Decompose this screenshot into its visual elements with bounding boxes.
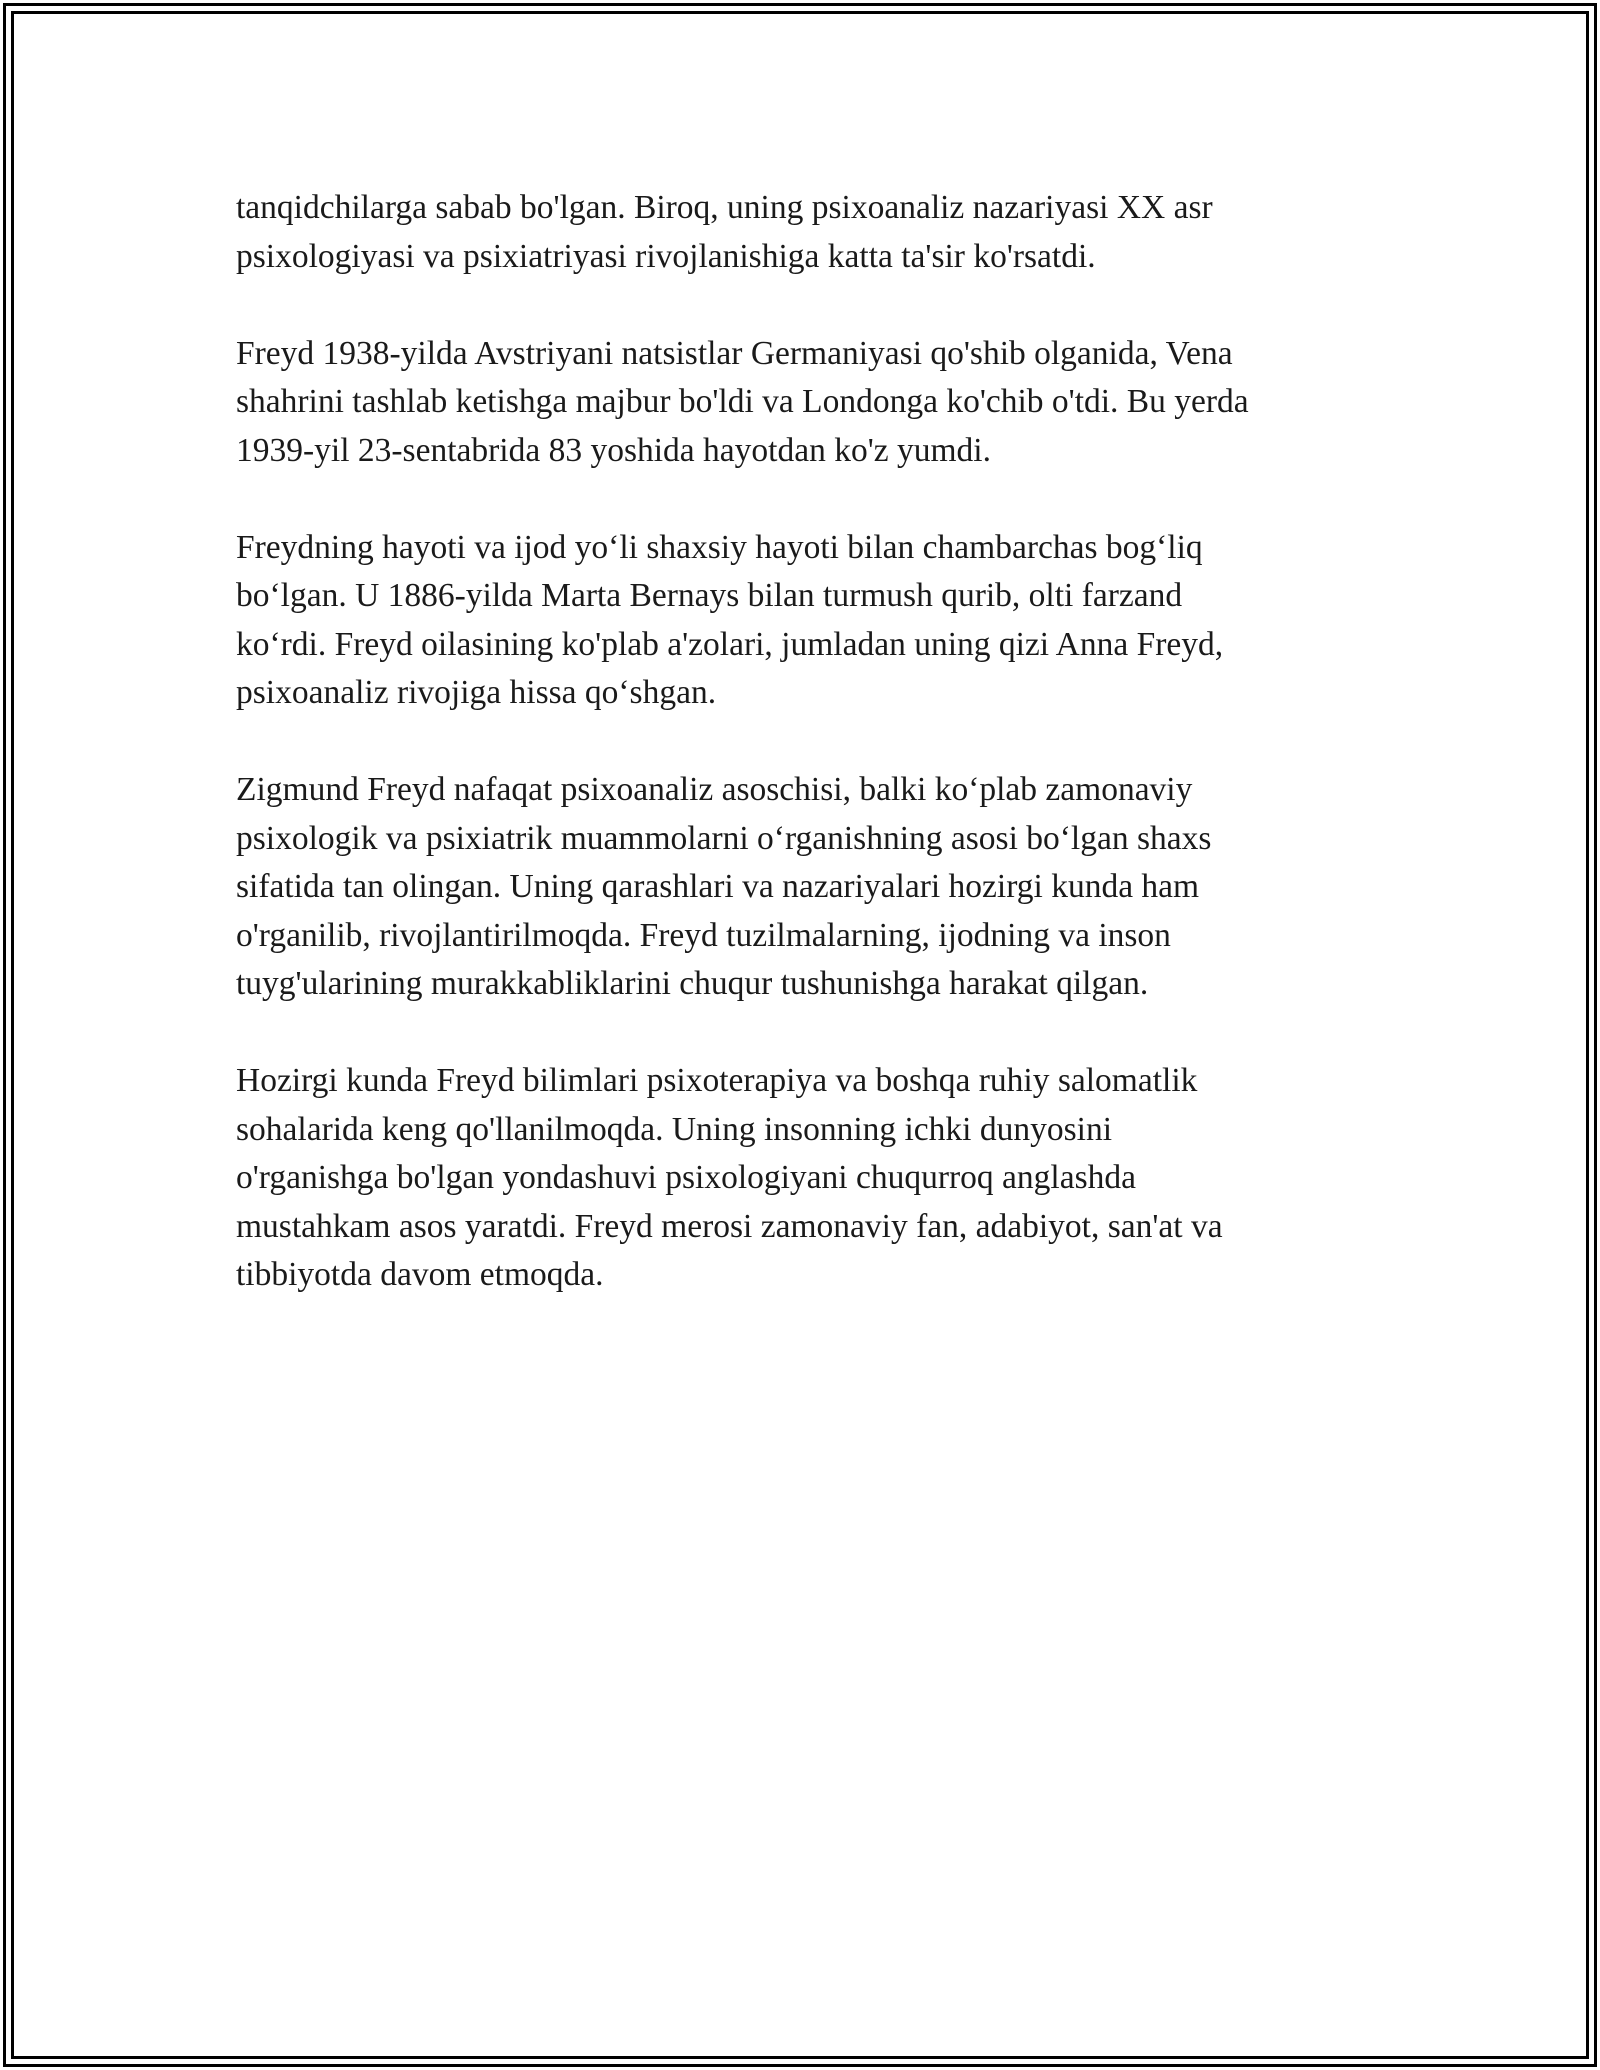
paragraph-5 bbox=[236, 1057, 1356, 1300]
text-line: psixologik va psixiatrik muammolarni o‘rganishning asosi bo‘lgan shaxs bbox=[236, 819, 1212, 857]
text-line: psixologiyasi va psixiatriyasi rivojlanishiga katta ta'sir ko'rsatdi. bbox=[236, 237, 1096, 275]
text-line: tanqidchilarga sabab bo'lgan. Biroq, uning psixoanaliz nazariyasi XX asr bbox=[236, 189, 1213, 226]
text-line: sifatida tan olingan. Uning qarashlari va nazariyalari hozirgi kunda ham bbox=[236, 868, 1200, 905]
text-line: Zigmund Freyd nafaqat psixoanaliz asoschisi, balki ko‘plab zamonaviy bbox=[236, 771, 1193, 808]
document-body bbox=[236, 184, 1356, 1300]
text-line: sohalarida keng qo'llanilmoqda. Uning insonning ichki dunyosini bbox=[236, 1110, 1113, 1148]
text-line: o'rganishga bo'lgan yondashuvi psixologiyani chuqurroq anglashda bbox=[236, 1159, 1136, 1196]
text-line: tuyg'ularining murakkabliklarini chuqur tushunishga harakat qilgan. bbox=[236, 965, 1149, 1002]
paragraph-1 bbox=[236, 184, 1356, 281]
paragraph-2 bbox=[236, 330, 1356, 476]
text-line: psixoanaliz rivojiga hissa qo‘shgan. bbox=[236, 674, 717, 711]
text-line: 1939-yil 23-sentabrida 83 yoshida hayotdan ko'z yumdi. bbox=[236, 431, 991, 469]
text-line: Freydning hayoti va ijod yo‘li shaxsiy hayoti bilan chambarchas bog‘liq bbox=[236, 528, 1203, 566]
text-line: ko‘rdi. Freyd oilasining ko'plab a'zolari, jumladan uning qizi Anna Freyd, bbox=[236, 625, 1224, 663]
text-line: mustahkam asos yaratdi. Freyd merosi zamonaviy fan, adabiyot, san'at va bbox=[236, 1207, 1223, 1245]
text-line: o'rganilib, rivojlantirilmoqda. Freyd tuzilmalarning, ijodning va inson bbox=[236, 916, 1171, 954]
text-line: bo‘lgan. U 1886-yilda Marta Bernays bilan turmush qurib, olti farzand bbox=[236, 577, 1183, 614]
text-line: shahrini tashlab ketishga majbur bo'ldi va Londonga ko'chib o'tdi. Bu yerda bbox=[236, 383, 1249, 420]
paragraph-3 bbox=[236, 524, 1356, 718]
text-line: tibbiyotda davom etmoqda. bbox=[236, 1256, 604, 1293]
paragraph-4 bbox=[236, 766, 1356, 1009]
text-line: Hozirgi kunda Freyd bilimlari psixoterapiya va boshqa ruhiy salomatlik bbox=[236, 1062, 1198, 1099]
text-line: Freyd 1938-yilda Avstriyani natsistlar Germaniyasi qo'shib olganida, Vena bbox=[236, 334, 1233, 372]
